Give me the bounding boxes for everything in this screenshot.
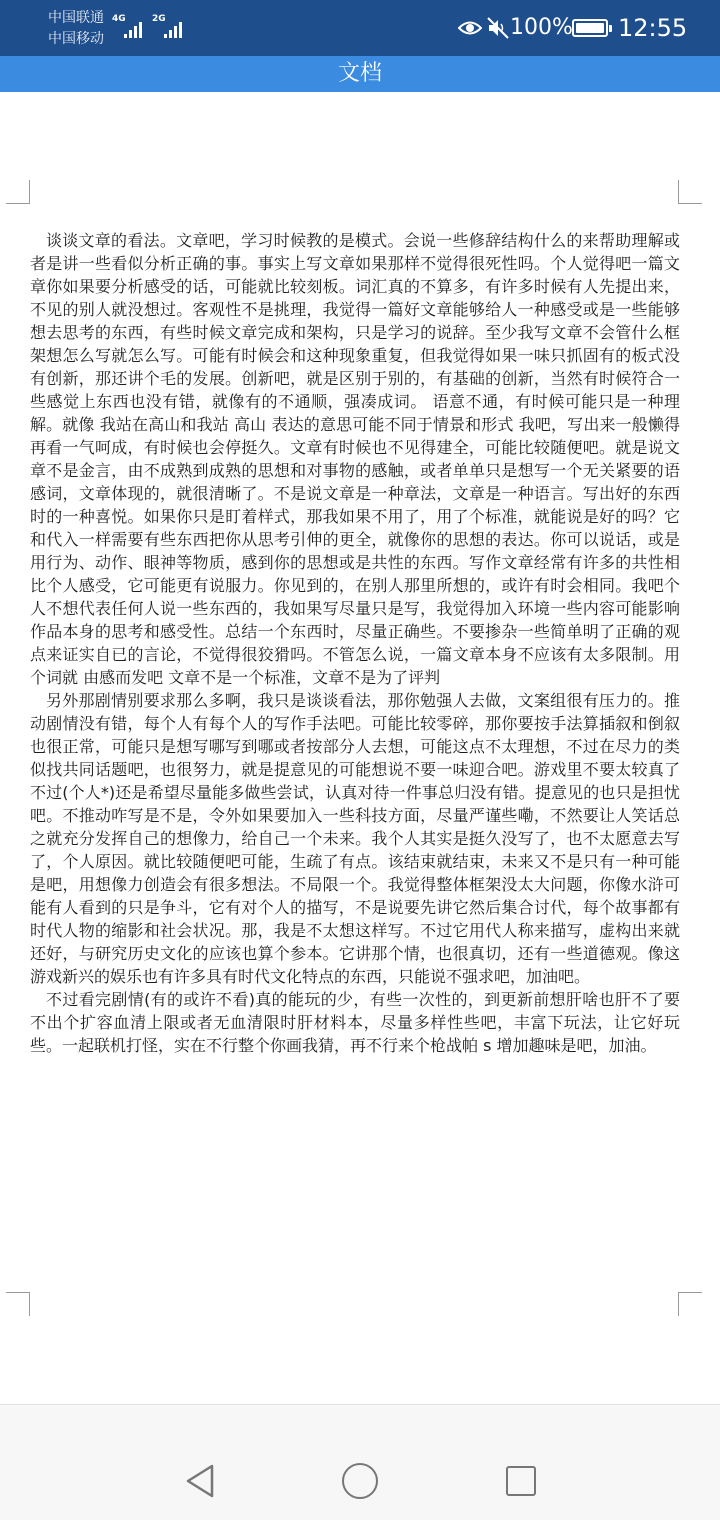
clock: 12:55 bbox=[618, 14, 688, 42]
network-type-4g: 4G bbox=[112, 14, 126, 24]
navigation-bar bbox=[0, 1404, 720, 1520]
page-title: 文档 bbox=[0, 56, 720, 92]
document-body bbox=[30, 229, 680, 1057]
status-bar bbox=[0, 0, 720, 56]
document-paragraph: 谈谈文章的看法。文章吧，学习时候教的是模式。会说一些修辞结构什么的来帮助理解或者是讲一些看似分析正确的事。事实上写文章如果那样不觉得很死性吗。个人觉得吧一篇文章你如果要分析感受的话，可能就比较刻板。词汇真的不算多，有许多时候有人先提出来，不见的别人就没想过。客观性不是挑理，我觉得一篇好文章能够给人一种感受或是一些能够想去思考的东西，有些时候文章完成和架构，只是学习的说辞。至少我写文章不会管什么框架想怎么写就怎么写。可能有时候会和这种现象重复，但我觉得如果一味只抓固有的板式没有创新，那还讲个毛的发展。创新吧，就是区别于别的，有基础的创新，当然有时候符合一些感觉上东西也没有错，就像有的不通顺，强凑成词。 语意不通，有时候可能只是一种理解。就像 我站在高山和我站 高山 表达的意思可能不同于情景和形式 我吧，写出来一般懒得再看一气呵成，有时候也会停挺久。文章有时候也不见得建全，可能比较随便吧。就是说文章不是金言，由不成熟到成熟的思想和对事物的感触，或者单单只是想写一个无关紧要的语感词，文章体现的，就很清晰了。不是说文章是一种章法，文章是一种语言。写出好的东西时的一种喜悦。如果你只是盯着样式，那我如果不用了，用了个标准，就能说是好的吗？它和代入一样需要有些东西把你从思考引伸的更全，就像你的思想的表达。你可以说话，或是用行为、动作、眼神等物质，感到你的思想或是共性的东西。写作文章经常有许多的共性相比个人感受，它可能更有说服力。你见到的，在别人那里所想的，或许有时会相同。我吧个人不想代表任何人说一些东西的，我如果写尽量只是写，我觉得加入环境一些内容可能影响作品本身的思考和感受性。总结一个东西时，尽量正确些。不要掺杂一些简单明了正确的观点来证实自已的言论，不觉得很狡猾吗。不管怎么说，一篇文章本身不应该有太多限制。用个词就 由感而发吧 文章不是一个标准，文章不是为了评判 bbox=[30, 231, 680, 687]
mute-icon bbox=[486, 16, 510, 40]
home-button[interactable] bbox=[342, 1463, 378, 1499]
eye-icon bbox=[458, 18, 482, 38]
back-button[interactable] bbox=[184, 1463, 216, 1499]
page-corner-mark bbox=[678, 1292, 702, 1316]
carrier-secondary: 中国移动 bbox=[48, 31, 104, 47]
page-corner-mark bbox=[6, 180, 30, 204]
battery-icon bbox=[572, 19, 608, 37]
signal-2g-icon bbox=[152, 14, 186, 40]
carrier-primary: 中国联通 bbox=[48, 10, 104, 26]
signal-4g-icon bbox=[112, 14, 146, 40]
network-type-2g: 2G bbox=[152, 14, 166, 24]
document-paragraph: 不过看完剧情(有的或许不看)真的能玩的少，有些一次性的，到更新前想肝啥也肝不了要不出个扩容血清上限或者无血清限时肝材料本，尽量多样性些吧，丰富下玩法，让它好玩些。一起联机打怪，实在不行整个你画我猜，再不行来个枪战帕 s 增加趣味是吧，加油。 bbox=[30, 990, 680, 1055]
recent-apps-button[interactable] bbox=[506, 1466, 536, 1496]
document-paragraph: 另外那剧情别要求那么多啊，我只是谈谈看法，那你勉强人去做，文案组很有压力的。推动剧情没有错，每个人有每个人的写作手法吧。可能比较零碎，那你要按手法算插叙和倒叙也很正常，可能只是想写哪写到哪或者按部分人去想，可能这点不太理想，不过在尽力的类似找共同话题吧，也很努力，就是提意见的可能想说不要一味迎合吧。游戏里不要太较真了不过(个人*)还是希望尽量能多做些尝试，认真对待一件事总归没有错。提意见的也只是担忧吧。不推动咋写是不是，令外如果要加入一些科技方面，尽量严谨些嘞，不然要让人笑话总之就充分发挥自己的想像力，给自己一个未来。我个人其实是挺久没写了，也不太愿意去写了，个人原因。就比较随便吧可能，生疏了有点。该结束就结束，未来又不是只有一种可能是吧，用想像力创造会有很多想法。不局限一个。我觉得整体框架没太大问题，你像水浒可能有人看到的只是争斗，它有对个人的描写，不是说要先讲它然后集合讨代，每个故事都有时代人物的缩影和社会状况。那，我是不太想这样写。不过它用代人称来描写，虚构出来就还好，与研究历史文化的应该也算个参本。它讲那个情，也很真切，还有一些道德观。像这游戏新兴的娱乐也有许多具有时代文化特点的东西，只能说不强求吧，加油吧。 bbox=[30, 691, 680, 986]
page-corner-mark bbox=[6, 1292, 30, 1316]
battery-percent: 100% bbox=[510, 15, 573, 40]
page-corner-mark bbox=[678, 180, 702, 204]
carrier-info bbox=[48, 8, 104, 50]
